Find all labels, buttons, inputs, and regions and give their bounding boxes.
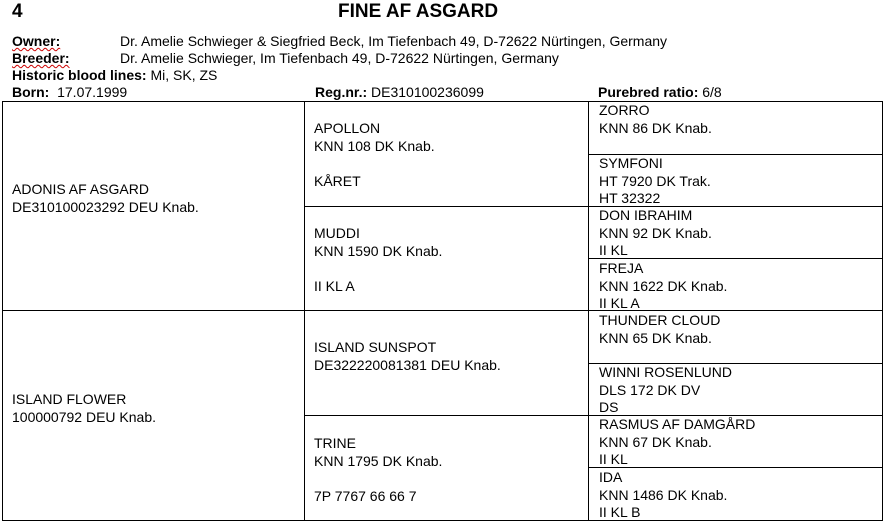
grandparent-reg: KNN 108 DK Knab. xyxy=(314,137,435,154)
breeder-label: Breeder: xyxy=(12,50,70,66)
grandparent-cell xyxy=(314,435,442,505)
great-grandparent-cell xyxy=(599,207,712,260)
ggp-reg: DLS 172 DK DV xyxy=(599,381,701,398)
ggp-extra: II KL xyxy=(599,451,628,467)
grandparent-cell xyxy=(314,225,442,295)
bloodlines-value: Mi, SK, ZS xyxy=(150,67,218,83)
catalog-number: 4 xyxy=(12,1,23,22)
grid-h-q1 xyxy=(304,206,883,207)
regnr-row xyxy=(315,84,484,101)
breeder-value: Dr. Amelie Schwieger, Im Tiefenbach 49, D-72622 Nürtingen, Germany xyxy=(120,50,559,66)
bloodlines-row xyxy=(12,67,217,84)
grandparent-cell xyxy=(314,120,435,190)
ggp-reg: KNN 86 DK Knab. xyxy=(599,119,712,136)
purebred-row xyxy=(598,84,722,101)
ggp-name: THUNDER CLOUD xyxy=(599,312,721,328)
ggp-reg: KNN 67 DK Knab. xyxy=(599,433,712,450)
great-grandparent-cell xyxy=(599,155,711,208)
ggp-extra: HT 32322 xyxy=(599,190,661,206)
grandparent-extra: KÅRET xyxy=(314,172,361,189)
grid-h-half xyxy=(2,310,883,311)
grid-h-q3 xyxy=(304,415,883,416)
sire-name: ADONIS AF ASGARD xyxy=(12,181,149,197)
ggp-name: IDA xyxy=(599,469,623,485)
grandparent-name: MUDDI xyxy=(314,225,360,241)
ggp-name: DON IBRAHIM xyxy=(599,207,693,223)
grid-top xyxy=(2,101,883,102)
grandparent-name: TRINE xyxy=(314,435,356,451)
dam-name: ISLAND FLOWER xyxy=(12,391,127,407)
ggp-reg: KNN 65 DK Knab. xyxy=(599,329,712,346)
ggp-extra: II KL A xyxy=(599,295,640,311)
purebred-value: 6/8 xyxy=(702,84,722,100)
ggp-reg: KNN 1486 DK Knab. xyxy=(599,486,728,503)
ggp-name: SYMFONI xyxy=(599,155,663,171)
grid-bottom xyxy=(2,520,883,521)
great-grandparent-cell xyxy=(599,312,720,347)
born-row xyxy=(12,84,127,101)
grandparent-reg: KNN 1590 DK Knab. xyxy=(314,242,443,259)
grandparent-name: APOLLON xyxy=(314,120,381,136)
ggp-name: WINNI ROSENLUND xyxy=(599,364,733,380)
owner-label: Owner: xyxy=(12,33,61,49)
grandparent-name: ISLAND SUNSPOT xyxy=(314,339,437,355)
ggp-name: RASMUS AF DAMGÅRD xyxy=(599,416,756,432)
ggp-reg: KNN 92 DK Knab. xyxy=(599,224,712,241)
owner-value: Dr. Amelie Schwieger & Siegfried Beck, Im Tiefenbach 49, D-72622 Nürtingen, Germany xyxy=(120,33,668,49)
dam-reg: 100000792 DEU Knab. xyxy=(12,408,156,425)
grid-col2 xyxy=(588,101,589,521)
ggp-name: ZORRO xyxy=(599,102,650,118)
grandparent-cell xyxy=(314,339,501,374)
grandparent-extra: 7P 7767 66 66 7 xyxy=(314,487,417,504)
dam-cell xyxy=(12,391,156,426)
grid-col1 xyxy=(304,101,305,521)
ggp-extra: DS xyxy=(599,399,619,415)
purebred-label: Purebred ratio: xyxy=(598,84,699,100)
regnr-value: DE310100236099 xyxy=(371,84,484,100)
ggp-reg: HT 7920 DK Trak. xyxy=(599,172,711,189)
grandparent-extra: II KL A xyxy=(314,277,355,294)
regnr-label: Reg.nr.: xyxy=(315,84,368,100)
ggp-extra: II KL xyxy=(599,242,628,258)
ggp-reg: KNN 1622 DK Knab. xyxy=(599,277,728,294)
ggp-name: FREJA xyxy=(599,260,644,276)
great-grandparent-cell xyxy=(599,102,712,137)
sire-cell xyxy=(12,181,199,216)
born-value: 17.07.1999 xyxy=(57,84,128,100)
grandparent-reg: DE322220081381 DEU Knab. xyxy=(314,356,501,373)
ggp-extra: II KL B xyxy=(599,504,641,520)
grid-right xyxy=(882,101,883,521)
great-grandparent-cell xyxy=(599,260,727,313)
sire-reg: DE310100023292 DEU Knab. xyxy=(12,198,199,215)
bloodlines-label: Historic blood lines: xyxy=(12,67,147,83)
great-grandparent-cell xyxy=(599,469,727,522)
great-grandparent-cell xyxy=(599,364,732,417)
horse-name-title: FINE AF ASGARD xyxy=(338,1,499,22)
born-label: Born: xyxy=(12,84,50,100)
great-grandparent-cell xyxy=(599,416,755,469)
grandparent-reg: KNN 1795 DK Knab. xyxy=(314,452,443,469)
grid-left xyxy=(2,101,3,521)
